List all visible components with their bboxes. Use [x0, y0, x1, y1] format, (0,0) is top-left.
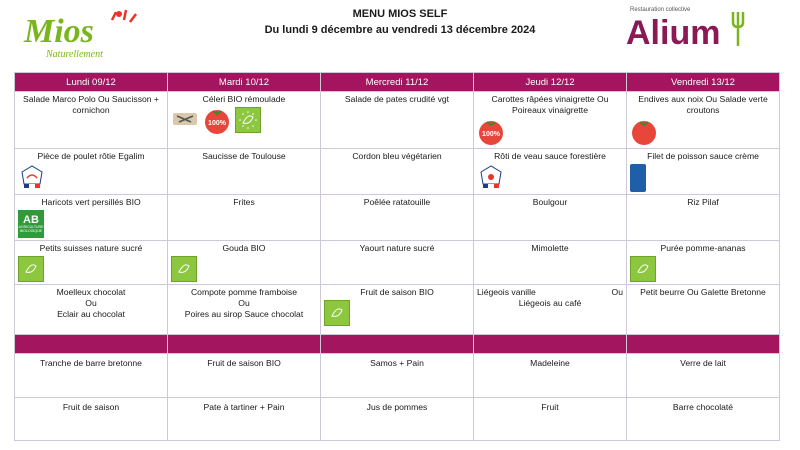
eu-organic-icon	[630, 256, 656, 282]
mains-row	[15, 149, 780, 195]
dessert-thu-opt2: Liégeois au café	[518, 298, 582, 308]
starter-fri	[627, 92, 780, 149]
day-header-tue: Mardi 10/12	[168, 73, 321, 92]
main-mon	[15, 149, 168, 195]
dairy-thu-text: Mimolette	[531, 243, 569, 253]
snack1-wed: Samos + Pain	[321, 354, 474, 398]
dessert-tue-or: Ou	[238, 298, 250, 308]
starter-tue-text: Céleri BIO rémoulade	[202, 94, 286, 104]
dessert-thu-opt1: Liégeois vanille	[477, 287, 536, 297]
snack2-mon: Fruit de saison	[15, 398, 168, 441]
side-thu-text: Boulgour	[532, 197, 568, 207]
eu-organic-icon	[171, 256, 197, 282]
dessert-thu-line1	[477, 287, 623, 298]
french-meat-icon	[477, 164, 505, 190]
side-fri-text: Riz Pilaf	[687, 197, 719, 207]
snack1-mon: Tranche de barre bretonne	[15, 354, 168, 398]
dessert-mon-opt2: Eclair au chocolat	[57, 309, 125, 319]
cutting-board-icon	[171, 107, 199, 131]
side-fri	[627, 195, 780, 241]
day-header-mon: Lundi 09/12	[15, 73, 168, 92]
french-poultry-icon	[18, 164, 46, 190]
main-fri	[627, 149, 780, 195]
side-wed-text: Poêlée ratatouille	[363, 197, 431, 207]
desserts-row	[15, 285, 780, 335]
separator-cell	[474, 335, 627, 354]
main-wed	[321, 149, 474, 195]
dairy-fri-text: Purée pomme-ananas	[660, 243, 746, 253]
side-mon	[15, 195, 168, 241]
sides-row	[15, 195, 780, 241]
separator-cell	[627, 335, 780, 354]
starter-tue	[168, 92, 321, 149]
eu-organic-icon	[235, 107, 261, 133]
main-wed-text: Cordon bleu végétarien	[352, 151, 442, 161]
dairy-mon-text: Petits suisses nature sucré	[39, 243, 143, 253]
eu-organic-icon	[324, 300, 350, 326]
alium-logo-text: Alium	[626, 14, 721, 50]
dairy-thu	[474, 241, 627, 285]
side-mon-text: Haricots vert persillés BIO	[41, 197, 141, 207]
starter-mon	[15, 92, 168, 149]
tomato-icon	[630, 118, 658, 146]
msc-fish-icon	[630, 164, 646, 192]
starter-fri-labels	[630, 118, 776, 146]
title-block	[200, 8, 600, 36]
starter-tue-labels	[171, 107, 317, 135]
snack2-wed: Jus de pommes	[321, 398, 474, 441]
snack1-thu: Madeleine	[474, 354, 627, 398]
dessert-mon-or: Ou	[85, 298, 97, 308]
main-thu	[474, 149, 627, 195]
dairy-tue-text: Gouda BIO	[222, 243, 266, 253]
starter-thu-text: Carottes râpées vinaigrette Ou Poireaux vinaigrette	[491, 94, 609, 115]
dairy-tue	[168, 241, 321, 285]
page-title: MENU MIOS SELF	[352, 8, 448, 20]
starter-wed	[321, 92, 474, 149]
day-header-thu: Jeudi 12/12	[474, 73, 627, 92]
main-fri-text: Filet de poisson sauce crème	[647, 151, 759, 161]
main-fri-labels	[630, 164, 776, 192]
main-tue-text: Saucisse de Toulouse	[202, 151, 286, 161]
snack2-tue: Pate à tartiner + Pain	[168, 398, 321, 441]
snack1-tue: Fruit de saison BIO	[168, 354, 321, 398]
dessert-thu-or: Ou	[611, 287, 623, 297]
dessert-fri	[627, 285, 780, 335]
separator-cell	[15, 335, 168, 354]
snack2-thu: Fruit	[474, 398, 627, 441]
fork-icon	[733, 12, 743, 46]
dairy-wed	[321, 241, 474, 285]
snack-row-1	[15, 354, 780, 398]
snack-row-2	[15, 398, 780, 441]
dairy-mon	[15, 241, 168, 285]
starter-thu-labels	[477, 118, 623, 146]
mios-logo-sub: Naturellement	[46, 49, 103, 60]
dairy-row	[15, 241, 780, 285]
side-tue-text: Frites	[233, 197, 255, 207]
dessert-mon	[15, 285, 168, 335]
eu-organic-icon	[18, 256, 44, 282]
starter-wed-text: Salade de pates crudité vgt	[344, 94, 450, 104]
dessert-wed-labels	[324, 300, 470, 326]
dairy-fri	[627, 241, 780, 285]
dessert-wed	[321, 285, 474, 335]
side-wed	[321, 195, 474, 241]
dairy-fri-labels	[630, 256, 776, 282]
day-header-wed: Mercredi 11/12	[321, 73, 474, 92]
page-header	[0, 0, 800, 66]
dessert-tue-opt1: Compote pomme framboise	[190, 287, 298, 297]
separator-cell	[168, 335, 321, 354]
dessert-tue-opt2: Poires au sirop Sauce chocolat	[184, 309, 304, 319]
svg-text:100%: 100%	[482, 131, 500, 138]
side-tue	[168, 195, 321, 241]
menu-table	[14, 72, 780, 441]
side-mon-labels	[18, 210, 164, 238]
main-tue	[168, 149, 321, 195]
dessert-mon-opt1: Moelleux chocolat	[56, 287, 126, 297]
starters-row	[15, 92, 780, 149]
mios-logo-text: Mios	[24, 13, 94, 50]
separator-cell	[321, 335, 474, 354]
starter-fri-text: Endives aux noix Ou Salade verte croutons	[638, 94, 768, 115]
tomato-100-icon	[203, 107, 231, 135]
dairy-wed-text: Yaourt nature sucré	[359, 243, 435, 253]
dessert-fri-text: Petit beurre Ou Galette Bretonne	[640, 287, 766, 297]
dessert-thu	[474, 285, 627, 335]
svg-text:100%: 100%	[208, 120, 226, 127]
alium-logo	[622, 2, 752, 50]
page-subtitle: Du lundi 9 décembre au vendredi 13 décembre 2024	[264, 24, 536, 36]
day-header-fri: Vendredi 13/12	[627, 73, 780, 92]
snack1-fri: Verre de lait	[627, 354, 780, 398]
mios-logo	[16, 2, 146, 62]
ab-organic-icon: AB AGRICULTURE BIOLOGIQUE	[18, 210, 44, 238]
dairy-mon-labels	[18, 256, 164, 282]
main-thu-labels	[477, 164, 623, 190]
starter-thu	[474, 92, 627, 149]
side-thu	[474, 195, 627, 241]
main-mon-labels	[18, 164, 164, 190]
dairy-tue-labels	[171, 256, 317, 282]
snack2-fri: Barre chocolaté	[627, 398, 780, 441]
tomato-100-icon	[477, 118, 505, 146]
main-mon-text: Pièce de poulet rôtie Egalim	[37, 151, 145, 161]
alium-logo-sub: Restauration collective	[630, 7, 691, 13]
dessert-wed-text: Fruit de saison BIO	[360, 287, 434, 297]
starter-mon-text: Salade Marco Polo Ou Saucisson + cornichon	[23, 94, 159, 115]
dessert-tue	[168, 285, 321, 335]
main-thu-text: Rôti de veau sauce forestière	[494, 151, 606, 161]
snack-separator-row	[15, 335, 780, 354]
days-header-row	[15, 73, 780, 92]
